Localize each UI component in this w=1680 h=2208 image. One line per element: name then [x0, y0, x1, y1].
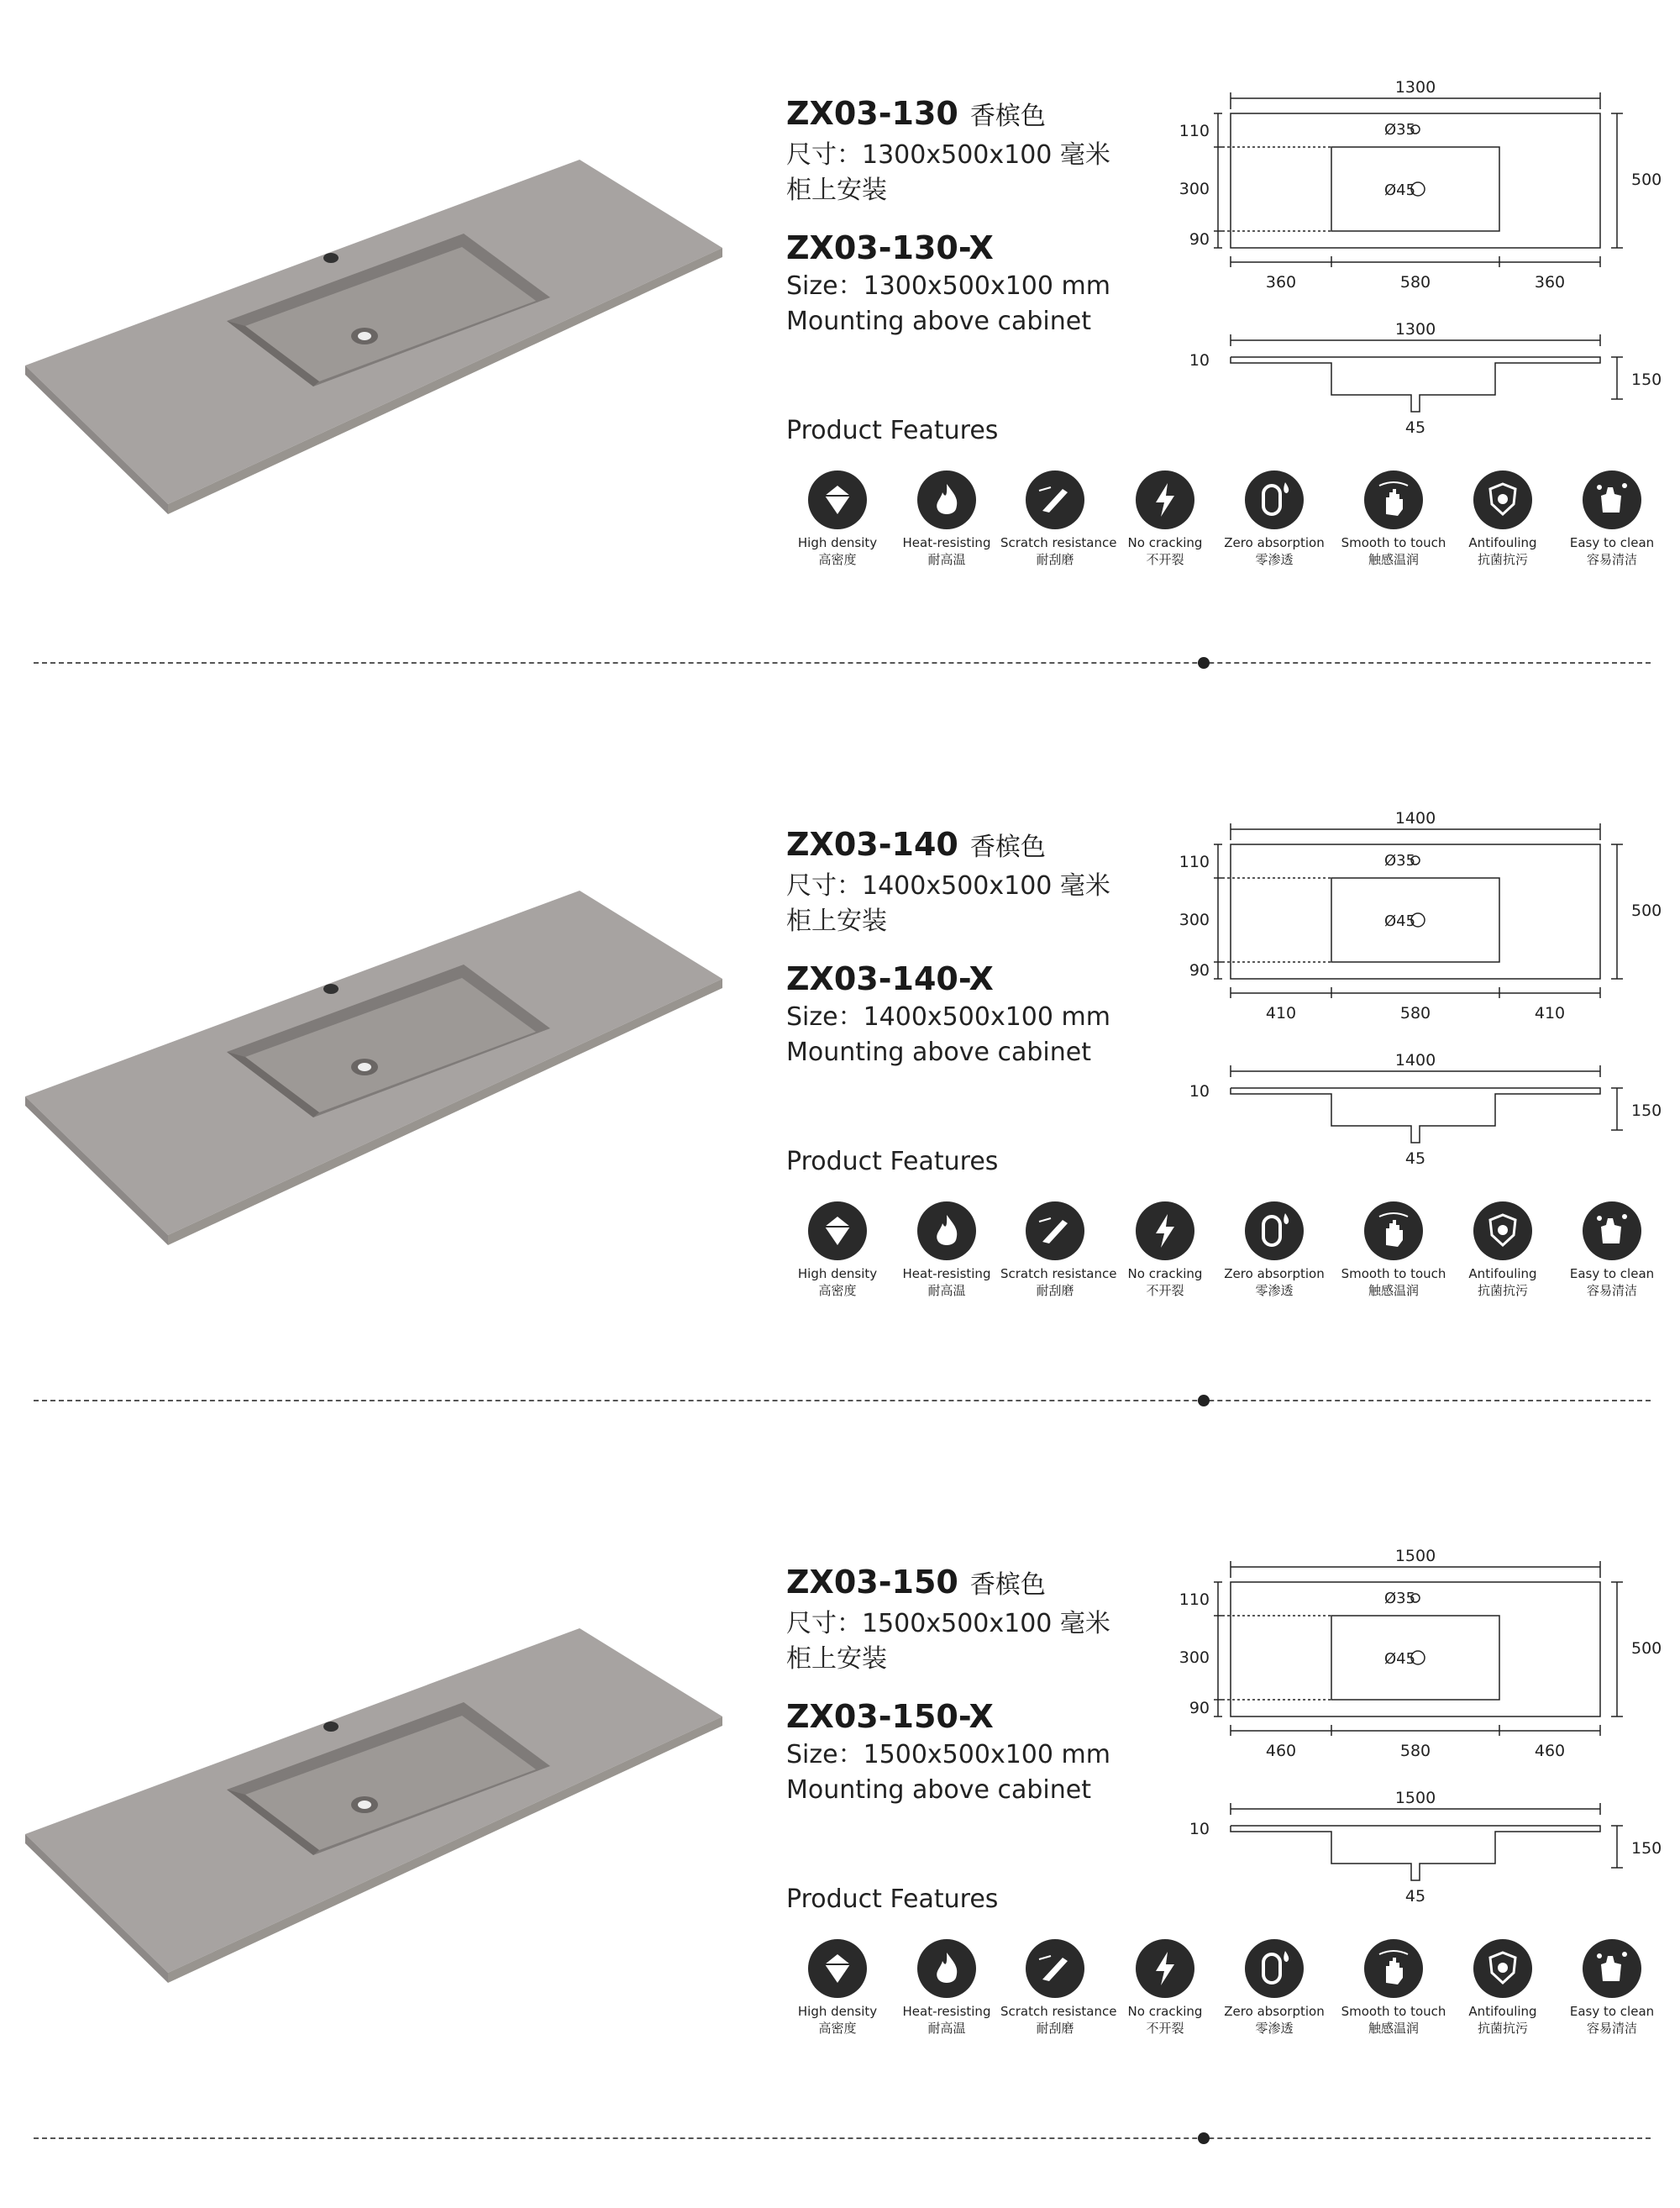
dim-front-offset: 90: [1189, 230, 1210, 249]
features-row: [783, 1939, 1656, 2057]
hand-touch-icon: [1364, 1201, 1423, 1260]
size-en: Size：1400x500x100 mm: [786, 1002, 1110, 1032]
feature-label-en: No cracking: [1127, 1266, 1203, 1281]
dim-basin-length: 300: [1179, 911, 1210, 929]
feature-label-cn: 高密度: [818, 2021, 857, 2036]
hand-wash-icon: [1583, 1939, 1641, 1998]
product-section: [0, 731, 1680, 1470]
feature-label-cn: 高密度: [818, 552, 857, 567]
feature-item: [1448, 1201, 1557, 1299]
model-code-en: ZX03-140-X: [786, 960, 994, 997]
feature-label-en: Heat-resisting: [902, 1266, 991, 1281]
mounting-en: Mounting above cabinet: [786, 307, 1091, 336]
model-code-en: ZX03-150-X: [786, 1698, 994, 1735]
dim-hole-faucet: Ø35: [1384, 121, 1416, 139]
feature-label-cn: 抗菌抗污: [1477, 552, 1528, 567]
feature-label-cn: 触感温润: [1368, 2021, 1419, 2036]
feature-label-cn: 耐高温: [927, 1283, 966, 1298]
section-divider: [34, 2137, 1651, 2139]
feature-label-en: Smooth to touch: [1341, 1266, 1446, 1281]
model-code-en: ZX03-130-X: [786, 229, 994, 266]
feature-item: [1220, 1201, 1329, 1299]
feature-label-cn: 耐高温: [927, 552, 966, 567]
feature-label-cn: 容易清洁: [1586, 1283, 1637, 1298]
feature-label-en: Zero absorption: [1224, 1266, 1325, 1281]
dim-depth: 500: [1631, 902, 1662, 920]
dim-faucet-offset: 110: [1179, 853, 1210, 871]
mounting-cn: 柜上安装: [786, 176, 887, 205]
dim-basin-length: 300: [1179, 180, 1210, 198]
feature-label-en: Scratch resistance: [1000, 1266, 1117, 1281]
divider-dot: [1198, 657, 1210, 669]
features-title: Product Features: [786, 416, 999, 445]
dim-hole-drain: Ø45: [1384, 912, 1416, 930]
shield-icon: [1473, 1939, 1532, 1998]
feature-label-cn: 耐刮磨: [1036, 2021, 1074, 2036]
feature-label-cn: 触感温润: [1368, 552, 1419, 567]
dim-drain: 45: [1404, 418, 1426, 437]
dim-hole-drain: Ø45: [1384, 181, 1416, 199]
feature-item: [783, 471, 892, 568]
flame-icon: [917, 1939, 976, 1998]
knife-icon: [1026, 1939, 1084, 1998]
feature-label-en: High density: [797, 2004, 878, 2019]
lightning-icon: [1136, 471, 1194, 529]
size-cn: 尺寸：1500x500x100 毫米: [786, 1609, 1110, 1638]
feature-item: [1339, 471, 1448, 568]
dim-left: 410: [1265, 1004, 1297, 1023]
feature-item: [1000, 1201, 1117, 1299]
feature-label-en: Zero absorption: [1224, 535, 1325, 550]
droplet-icon: [1245, 1939, 1304, 1998]
droplet-icon: [1245, 471, 1304, 529]
feature-item: [1220, 1939, 1329, 2037]
diamond-icon: [808, 471, 867, 529]
feature-label-cn: 耐高温: [927, 2021, 966, 2036]
hand-touch-icon: [1364, 1939, 1423, 1998]
dim-front-offset: 90: [1189, 1699, 1210, 1717]
size-en: Size：1500x500x100 mm: [786, 1740, 1110, 1769]
shield-icon: [1473, 1201, 1532, 1260]
product-section: [0, 0, 1680, 739]
size-en: Size：1300x500x100 mm: [786, 271, 1110, 301]
product-section: [0, 1469, 1680, 2208]
dim-faucet-offset: 110: [1179, 122, 1210, 140]
divider-dot: [1198, 2132, 1210, 2144]
size-cn: 尺寸：1400x500x100 毫米: [786, 871, 1110, 901]
dim-right: 410: [1534, 1004, 1566, 1023]
lightning-icon: [1136, 1201, 1194, 1260]
dim-height: 150: [1631, 371, 1662, 389]
mounting-cn: 柜上安装: [786, 907, 887, 936]
feature-item: [892, 1201, 1001, 1299]
feature-label-en: Antifouling: [1468, 2004, 1537, 2019]
feature-label-cn: 耐刮磨: [1036, 552, 1074, 567]
mounting-en: Mounting above cabinet: [786, 1038, 1091, 1067]
basin-photo: [25, 1611, 731, 1998]
feature-item: [1110, 1939, 1220, 2037]
dim-top-width: 1500: [1394, 1547, 1436, 1565]
feature-label-en: Heat-resisting: [902, 535, 991, 550]
section-divider: [34, 1400, 1651, 1401]
technical-drawing: [1159, 67, 1663, 454]
feature-label-en: High density: [797, 535, 878, 550]
basin-photo: [25, 143, 731, 529]
feature-label-cn: 不开裂: [1146, 1283, 1184, 1298]
feature-item: [783, 1939, 892, 2037]
lightning-icon: [1136, 1939, 1194, 1998]
feature-label-en: Scratch resistance: [1000, 535, 1117, 550]
feature-label-cn: 容易清洁: [1586, 552, 1637, 567]
flame-icon: [917, 471, 976, 529]
color-name: 香槟色: [969, 1570, 1046, 1600]
feature-label-en: No cracking: [1127, 2004, 1203, 2019]
dim-basin-width: 580: [1399, 273, 1431, 292]
features-title: Product Features: [786, 1885, 999, 1914]
dim-side-width: 1300: [1394, 320, 1436, 339]
knife-icon: [1026, 471, 1084, 529]
feature-label-en: Easy to clean: [1569, 535, 1655, 550]
feature-label-cn: 零渗透: [1255, 552, 1294, 567]
dim-thickness: 10: [1189, 351, 1210, 370]
feature-label-cn: 耐刮磨: [1036, 1283, 1074, 1298]
feature-item: [892, 1939, 1001, 2037]
technical-drawing: [1159, 1536, 1663, 1922]
dim-faucet-offset: 110: [1179, 1590, 1210, 1609]
feature-item: [1339, 1201, 1448, 1299]
spec-block: [786, 823, 1173, 1070]
dim-top-width: 1400: [1394, 809, 1436, 828]
feature-label-en: Scratch resistance: [1000, 2004, 1117, 2019]
hand-touch-icon: [1364, 471, 1423, 529]
divider-dot: [1198, 1395, 1210, 1406]
feature-label-cn: 不开裂: [1146, 552, 1184, 567]
dim-basin-width: 580: [1399, 1004, 1431, 1023]
feature-label-cn: 触感温润: [1368, 1283, 1419, 1298]
feature-label-en: High density: [797, 1266, 878, 1281]
dim-left: 460: [1265, 1742, 1297, 1760]
feature-label-cn: 抗菌抗污: [1477, 2021, 1528, 2036]
size-cn: 尺寸：1300x500x100 毫米: [786, 140, 1110, 170]
model-code-cn: ZX03-140: [786, 826, 958, 863]
mounting-en: Mounting above cabinet: [786, 1775, 1091, 1805]
feature-item: [1110, 1201, 1220, 1299]
model-code-cn: ZX03-130: [786, 95, 958, 132]
dim-right: 360: [1534, 273, 1566, 292]
dim-basin-length: 300: [1179, 1648, 1210, 1667]
section-divider: [34, 662, 1651, 664]
feature-label-en: Easy to clean: [1569, 1266, 1655, 1281]
dim-hole-drain: Ø45: [1384, 1650, 1416, 1668]
model-code-cn: ZX03-150: [786, 1564, 958, 1601]
technical-drawing: [1159, 798, 1663, 1185]
feature-label-cn: 抗菌抗污: [1477, 1283, 1528, 1298]
mounting-cn: 柜上安装: [786, 1644, 887, 1674]
feature-label-en: Antifouling: [1468, 1266, 1537, 1281]
color-name: 香槟色: [969, 102, 1046, 131]
spec-block: [786, 92, 1173, 339]
feature-item: [1339, 1939, 1448, 2037]
dim-side-width: 1500: [1394, 1789, 1436, 1807]
feature-item: [892, 471, 1001, 568]
feature-label-en: No cracking: [1127, 535, 1203, 550]
feature-label-en: Easy to clean: [1569, 2004, 1655, 2019]
diamond-icon: [808, 1201, 867, 1260]
dim-hole-faucet: Ø35: [1384, 1590, 1416, 1607]
dim-thickness: 10: [1189, 1082, 1210, 1101]
feature-item: [1448, 471, 1557, 568]
dim-left: 360: [1265, 273, 1297, 292]
feature-label-cn: 容易清洁: [1586, 2021, 1637, 2036]
diamond-icon: [808, 1939, 867, 1998]
hand-wash-icon: [1583, 471, 1641, 529]
dim-right: 460: [1534, 1742, 1566, 1760]
feature-item: [1448, 1939, 1557, 2037]
feature-item: [1557, 1939, 1667, 2037]
feature-label-cn: 不开裂: [1146, 2021, 1184, 2036]
dim-front-offset: 90: [1189, 961, 1210, 980]
dim-drain: 45: [1404, 1149, 1426, 1168]
feature-label-cn: 零渗透: [1255, 2021, 1294, 2036]
features-row: [783, 471, 1656, 588]
feature-item: [1557, 1201, 1667, 1299]
flame-icon: [917, 1201, 976, 1260]
dim-hole-faucet: Ø35: [1384, 852, 1416, 870]
spec-block: [786, 1561, 1173, 1808]
dim-drain: 45: [1404, 1887, 1426, 1906]
hand-wash-icon: [1583, 1201, 1641, 1260]
dim-side-width: 1400: [1394, 1051, 1436, 1070]
dim-thickness: 10: [1189, 1820, 1210, 1838]
feature-item: [783, 1201, 892, 1299]
color-name: 香槟色: [969, 833, 1046, 862]
feature-label-en: Smooth to touch: [1341, 535, 1446, 550]
features-row: [783, 1201, 1656, 1319]
droplet-icon: [1245, 1201, 1304, 1260]
feature-label-en: Smooth to touch: [1341, 2004, 1446, 2019]
feature-item: [1000, 471, 1117, 568]
dim-basin-width: 580: [1399, 1742, 1431, 1760]
dim-depth: 500: [1631, 171, 1662, 189]
feature-item: [1110, 471, 1220, 568]
dim-depth: 500: [1631, 1639, 1662, 1658]
feature-label-cn: 零渗透: [1255, 1283, 1294, 1298]
dim-top-width: 1300: [1394, 78, 1436, 97]
feature-label-en: Zero absorption: [1224, 2004, 1325, 2019]
feature-item: [1220, 471, 1329, 568]
feature-label-en: Antifouling: [1468, 535, 1537, 550]
feature-label-en: Heat-resisting: [902, 2004, 991, 2019]
basin-photo: [25, 874, 731, 1260]
dim-height: 150: [1631, 1839, 1662, 1858]
feature-label-cn: 高密度: [818, 1283, 857, 1298]
dim-height: 150: [1631, 1101, 1662, 1120]
feature-item: [1000, 1939, 1117, 2037]
knife-icon: [1026, 1201, 1084, 1260]
features-title: Product Features: [786, 1147, 999, 1176]
shield-icon: [1473, 471, 1532, 529]
feature-item: [1557, 471, 1667, 568]
